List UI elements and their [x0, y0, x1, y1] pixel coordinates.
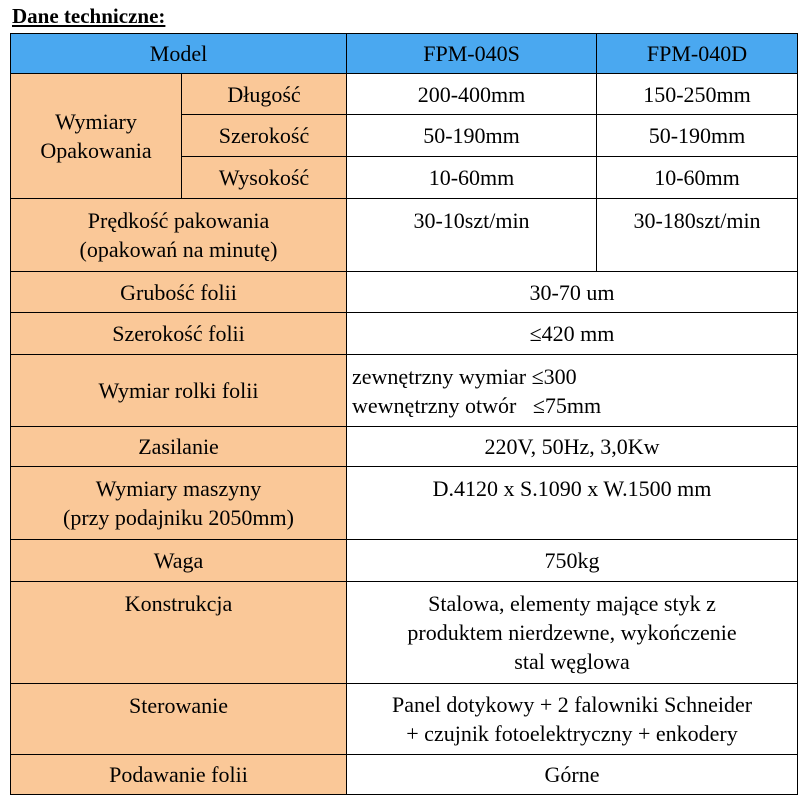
- value-roll-size-line1: zewnętrzny wymiar ≤300: [352, 363, 577, 389]
- table-header-row: [11, 34, 798, 74]
- label-power: Zasilanie: [11, 427, 347, 467]
- value-film-feed: Górne: [347, 755, 798, 795]
- group-label-line1: Wymiary: [55, 109, 137, 134]
- value-construction: [347, 582, 798, 684]
- label-width: Szerokość: [182, 115, 347, 157]
- table-row-film-feed: [11, 755, 798, 795]
- value-construction-line3: stal węglowa: [514, 649, 630, 674]
- table-row-length: [11, 74, 798, 115]
- label-construction: Konstrukcja: [11, 582, 347, 684]
- label-machine-dims-line2: (przy podajniku 2050mm): [63, 505, 294, 530]
- table-row-film-width: [11, 313, 798, 355]
- table-row-machine-dims: [11, 467, 798, 540]
- value-control-line2: + czujnik fotoelektryczny + enkodery: [406, 721, 738, 746]
- label-film-feed: Podawanie folii: [11, 755, 347, 795]
- table-row-weight: [11, 540, 798, 582]
- header-fpm-040d: FPM-040D: [597, 34, 798, 74]
- label-control: Sterowanie: [11, 684, 347, 755]
- value-length-d: 150-250mm: [597, 74, 798, 115]
- section-heading: Dane techniczne:: [12, 4, 166, 28]
- label-weight: Waga: [11, 540, 347, 582]
- value-control-line1: Panel dotykowy + 2 falowniki Schneider: [391, 692, 753, 717]
- value-machine-dims: D.4120 x S.1090 x W.1500 mm: [347, 467, 798, 540]
- value-weight: 750kg: [347, 540, 798, 582]
- table-row-power: [11, 427, 798, 467]
- spec-table: [10, 33, 798, 795]
- table-row-roll-size: [11, 355, 798, 427]
- value-height-s: 10-60mm: [347, 157, 597, 199]
- value-film-width: ≤420 mm: [347, 313, 798, 355]
- value-roll-size-line2: wewnętrzny otwór ≤75mm: [352, 392, 602, 418]
- label-speed-line2: (opakowań na minutę): [79, 237, 278, 262]
- label-length: Długość: [182, 74, 347, 115]
- value-film-thickness: 30-70 um: [347, 272, 798, 313]
- table-row-film-thickness: [11, 272, 798, 313]
- value-speed-s: 30-10szt/min: [347, 199, 597, 272]
- label-film-width: Szerokość folii: [11, 313, 347, 355]
- value-height-d: 10-60mm: [597, 157, 798, 199]
- value-power: 220V, 50Hz, 3,0Kw: [347, 427, 798, 467]
- label-machine-dims-line1: Wymiary maszyny: [95, 476, 262, 501]
- group-label-package-dims: [11, 74, 182, 199]
- header-fpm-040s: FPM-040S: [347, 34, 597, 74]
- value-speed-d: 30-180szt/min: [597, 199, 798, 272]
- label-height: Wysokość: [182, 157, 347, 199]
- value-width-d: 50-190mm: [597, 115, 798, 157]
- value-construction-line2: produktem nierdzewne, wykończenie: [407, 620, 737, 645]
- label-roll-size: Wymiar rolki folii: [11, 355, 347, 427]
- group-label-line2: Opakowania: [40, 138, 152, 163]
- label-speed-line1: Prędkość pakowania: [87, 208, 270, 233]
- header-model: Model: [11, 34, 347, 74]
- label-speed: [11, 199, 347, 272]
- table-row-construction: [11, 582, 798, 684]
- value-roll-size: [347, 355, 798, 427]
- value-control: [347, 684, 798, 755]
- label-film-thickness: Grubość folii: [11, 272, 347, 313]
- value-construction-line1: Stalowa, elementy mające styk z: [428, 591, 716, 616]
- table-row-speed: [11, 199, 798, 272]
- value-width-s: 50-190mm: [347, 115, 597, 157]
- value-length-s: 200-400mm: [347, 74, 597, 115]
- label-machine-dims: [11, 467, 347, 540]
- table-row-control: [11, 684, 798, 755]
